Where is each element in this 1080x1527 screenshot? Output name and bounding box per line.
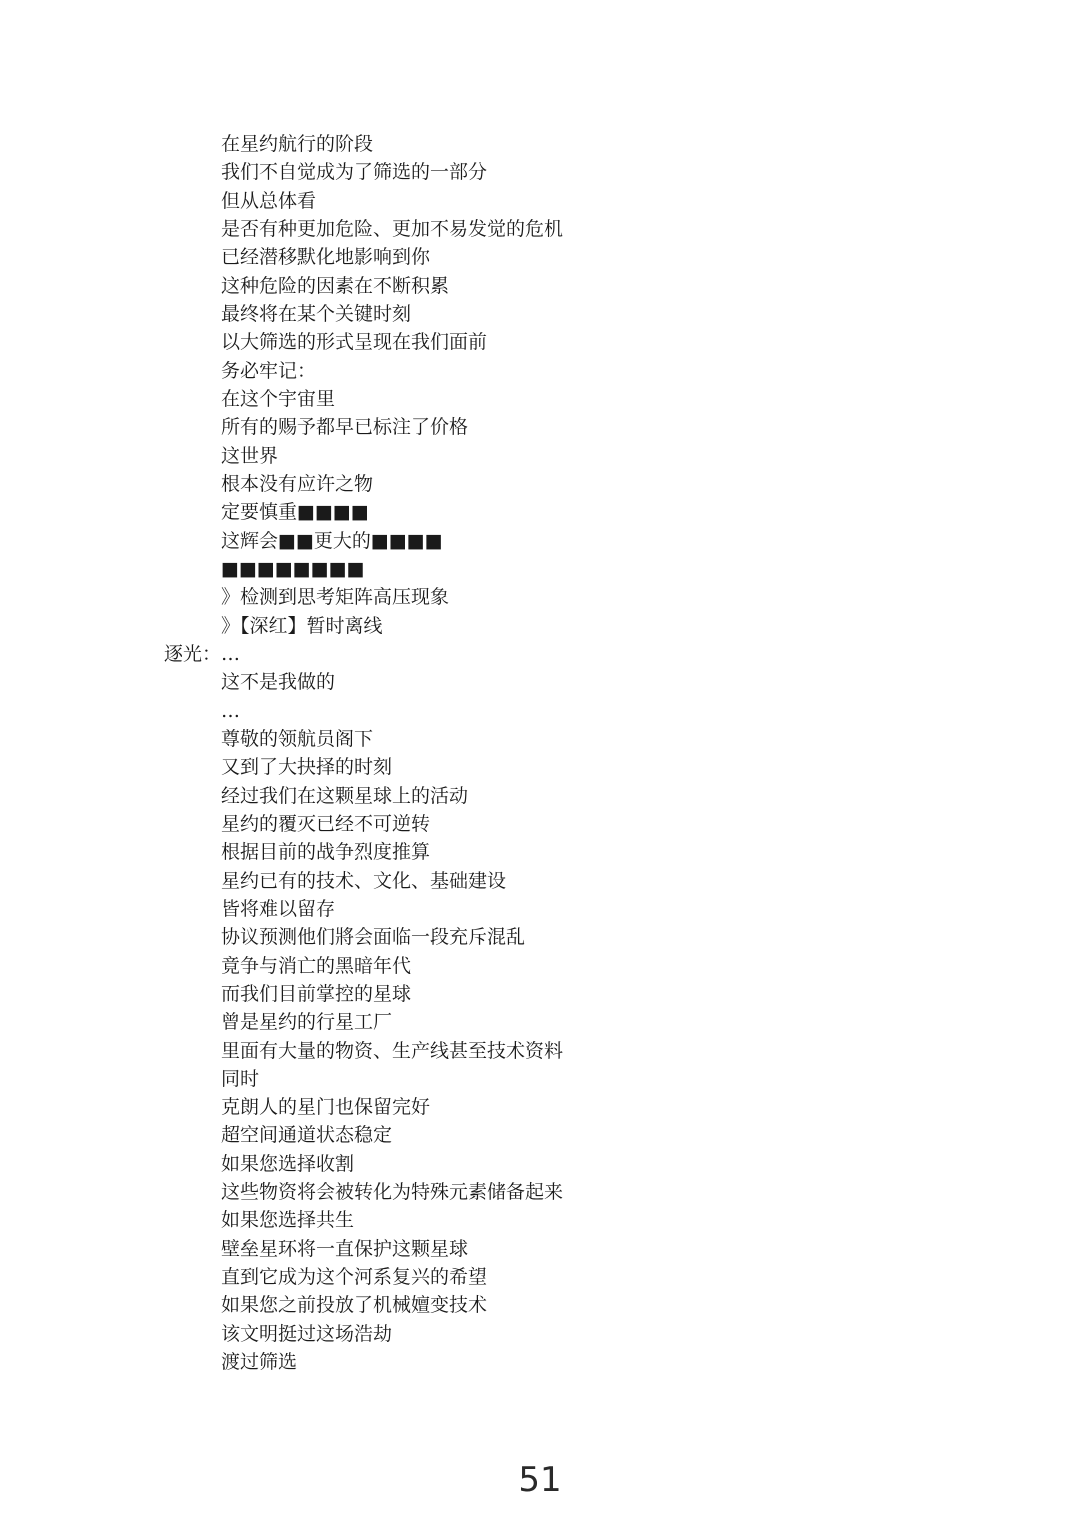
line-text: 壁垒星环将一直保护这颗星球 [221, 1237, 469, 1260]
text-line [0, 158, 1080, 186]
text-line [0, 810, 1080, 838]
text-line [0, 215, 1080, 243]
text-line [0, 130, 1080, 158]
text-line [0, 300, 1080, 328]
speaker-label: 逐光： [164, 642, 222, 665]
line-text: 皆将难以留存 [221, 897, 336, 920]
line-text: 在这个宇宙里 [221, 387, 336, 410]
text-line [0, 527, 1080, 555]
line-text: 定要慎重■■■■ [221, 501, 369, 524]
text-line [0, 187, 1080, 215]
line-text: 在星约航行的阶段 [221, 133, 374, 155]
text-line [0, 243, 1080, 271]
line-text: 曾是星约的行星工厂 [221, 1011, 393, 1034]
text-line [0, 980, 1080, 1008]
line-text: 已经潜移默化地影响到你 [221, 246, 431, 269]
line-text: 根本没有应许之物 [221, 472, 374, 495]
text-line [0, 1093, 1080, 1121]
line-text: 》检测到思考矩阵高压现象 [221, 586, 450, 609]
text-line [0, 498, 1080, 526]
text-line [0, 1008, 1080, 1036]
text-line [0, 697, 1080, 725]
text-line [0, 1065, 1080, 1093]
text-line [0, 1263, 1080, 1291]
text-line [0, 470, 1080, 498]
line-text: 这些物资将会被转化为特殊元素储备起来 [221, 1181, 564, 1204]
text-line [0, 357, 1080, 385]
text-line [0, 838, 1080, 866]
text-line [0, 895, 1080, 923]
line-text: 最终将在某个关键时刻 [221, 302, 412, 325]
text-line [0, 923, 1080, 951]
line-text: 克朗人的星门也保留完好 [221, 1096, 431, 1119]
line-text: 而我们目前掌控的星球 [221, 982, 412, 1005]
line-text: 但从总体看 [221, 189, 317, 212]
text-line [0, 952, 1080, 980]
text-line [0, 328, 1080, 356]
line-text: 所有的赐予都早已标注了价格 [221, 416, 469, 439]
line-text: 这不是我做的 [221, 671, 336, 694]
text-line [0, 1348, 1080, 1376]
line-text: 里面有大量的物资、生产线甚至技术资料 [221, 1039, 564, 1062]
text-line [0, 753, 1080, 781]
line-text: 是否有种更加危险、更加不易发觉的危机 [221, 217, 564, 240]
line-text: 尊敬的领航员阁下 [221, 727, 374, 750]
text-line [0, 1037, 1080, 1065]
line-text: 又到了大抉择的时刻 [221, 756, 393, 779]
page-number: 51 [518, 1460, 562, 1500]
line-text: ■■■■■■■■ [221, 557, 365, 580]
text-line [0, 583, 1080, 611]
line-text: 协议预测他们將会面临一段充斥混乱 [221, 926, 526, 949]
text-line [0, 385, 1080, 413]
text-line [0, 1178, 1080, 1206]
line-text: 这辉会■■更大的■■■■ [221, 529, 443, 552]
line-text: 星约已有的技术、文化、基础建设 [221, 869, 507, 892]
line-text: 该文明挺过这场浩劫 [221, 1322, 393, 1345]
line-text: 星约的覆灭已经不可逆转 [221, 812, 431, 835]
text-line [0, 1291, 1080, 1319]
text-line [0, 668, 1080, 696]
text-line [0, 725, 1080, 753]
line-text: 务必牢记： [221, 359, 317, 382]
text-line [0, 1206, 1080, 1234]
line-text: … [221, 642, 240, 665]
line-text: 如果您选择收割 [221, 1152, 355, 1175]
line-text: 直到它成为这个河系复兴的希望 [221, 1266, 488, 1289]
line-text: … [221, 699, 240, 722]
line-text: 这种危险的因素在不断积累 [221, 274, 450, 297]
text-line [0, 442, 1080, 470]
line-text: 竟争与消亡的黑暗年代 [221, 954, 412, 977]
text-line [0, 1121, 1080, 1149]
line-text: 如果您选择共生 [221, 1209, 355, 1232]
line-text: 这世界 [221, 444, 279, 467]
line-text: 根据目前的战争烈度推算 [221, 841, 431, 864]
text-line [0, 612, 1080, 640]
line-text: 》【深红】暂时离线 [221, 614, 383, 637]
text-line [0, 782, 1080, 810]
text-line [0, 413, 1080, 441]
line-text: 如果您之前投放了机械嬗变技术 [221, 1294, 488, 1317]
text-line [0, 272, 1080, 300]
text-line [0, 1235, 1080, 1263]
text-line [0, 1320, 1080, 1348]
text-line [0, 640, 1080, 668]
line-text: 渡过筛选 [221, 1351, 298, 1374]
text-line [0, 1150, 1080, 1178]
line-text: 我们不自觉成为了筛选的一部分 [221, 161, 488, 184]
line-text: 超空间通道状态稳定 [221, 1124, 393, 1147]
line-text: 同时 [221, 1067, 260, 1090]
text-line [0, 867, 1080, 895]
dialogue-text-block [0, 130, 1080, 1376]
line-text: 以大筛选的形式呈现在我们面前 [221, 331, 488, 354]
text-line [0, 555, 1080, 583]
line-text: 经过我们在这颗星球上的活动 [221, 784, 469, 807]
